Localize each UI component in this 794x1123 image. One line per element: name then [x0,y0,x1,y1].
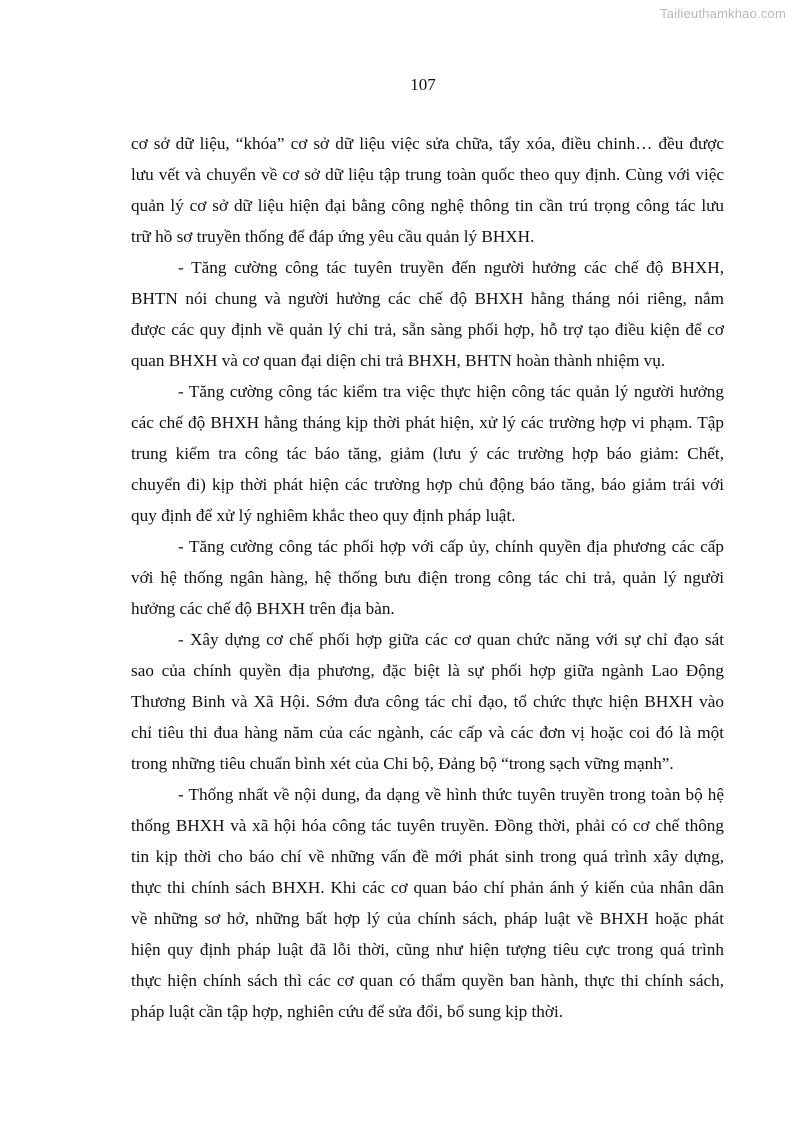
text-line: các chế độ BHXH hằng tháng kịp thời phát hiện, xử lý các trường hợp vi phạm. Tập [131,413,724,432]
text-line: hưởng các chế độ BHXH trên địa bàn. [131,599,395,618]
text-line: tin kịp thời cho báo chí về những vấn đề mới phát sinh trong quá trình xây dựng, [131,847,724,866]
document-body [131,128,724,1027]
text-line: lưu vết và chuyển về cơ sở dữ liệu tập trung toàn quốc theo quy định. Cùng với việc [131,165,724,184]
paragraph [131,531,724,624]
text-line: trung kiểm tra công tác báo tăng, giảm (lưu ý các trường hợp báo giảm: Chết, [131,444,724,463]
text-line: quan BHXH và cơ quan đại diện chi trả BHXH, BHTN hoàn thành nhiệm vụ. [131,351,666,370]
text-line: - Thống nhất về nội dung, đa dạng về hình thức tuyên truyền trong toàn bộ hệ [178,785,724,804]
text-line: được các quy định về quản lý chi trả, sẵn sàng phối hợp, hỗ trợ tạo điều kiện để cơ [131,320,724,339]
paragraph [131,252,724,376]
text-line: quản lý cơ sở dữ liệu hiện đại bằng công nghệ thông tin cần trú trọng công tác lưu [131,196,724,215]
watermark: Tailieuthamkhao.com [660,6,786,21]
text-line: - Tăng cường công tác kiểm tra việc thực hiện công tác quản lý người hưởng [178,382,724,401]
text-line: BHTN nói chung và người hưởng các chế độ BHXH hằng tháng nói riêng, nắm [131,289,724,308]
text-line: chuyển đi) kịp thời phát hiện các trường hợp chủ động báo tăng, báo giảm trái với [131,475,724,494]
text-line: - Tăng cường công tác phối hợp với cấp ủy, chính quyền địa phương các cấp [178,537,724,556]
paragraph [131,624,724,779]
text-line: - Xây dựng cơ chế phối hợp giữa các cơ quan chức năng với sự chỉ đạo sát [178,630,724,649]
text-line: thống BHXH và xã hội hóa công tác tuyên truyền. Đồng thời, phải có cơ chế thông [131,816,724,835]
text-line: sao của chính quyền địa phương, đặc biệt là sự phối hợp giữa ngành Lao Động [131,661,724,680]
paragraph [131,128,724,252]
text-line: cơ sở dữ liệu, “khóa” cơ sở dữ liệu việc sửa chữa, tẩy xóa, điều chinh… đều được [131,134,724,153]
page-number: 107 [410,75,436,94]
text-line: thực thi chính sách BHXH. Khi các cơ quan báo chí phản ánh ý kiến của nhân dân [131,878,724,897]
paragraph [131,779,724,1027]
text-line: chỉ tiêu thi đua hàng năm của các ngành, các cấp và các đơn vị hoặc coi đó là một [131,723,724,742]
text-line: pháp luật cần tập hợp, nghiên cứu để sửa đổi, bổ sung kịp thời. [131,1002,564,1021]
text-line: về những sơ hở, những bất hợp lý của chính sách, pháp luật về BHXH hoặc phát [131,909,724,928]
text-line: Thương Binh và Xã Hội. Sớm đưa công tác chỉ đạo, tổ chức thực hiện BHXH vào [131,692,724,711]
text-line: - Tăng cường công tác tuyên truyền đến người hưởng các chế độ BHXH, [178,258,724,277]
paragraph [131,376,724,531]
text-line: trong những tiêu chuẩn bình xét của Chi bộ, Đảng bộ “trong sạch vững mạnh”. [131,754,674,773]
text-line: với hệ thống ngân hàng, hệ thống bưu điện trong công tác chi trả, quản lý người [131,568,724,587]
text-line: thực hiện chính sách thì các cơ quan có thẩm quyền ban hành, thực thi chính sách, [131,971,724,990]
text-line: hiện quy định pháp luật đã lỗi thời, cũng như hiện tượng tiêu cực trong quá trình [131,940,724,959]
text-line: trữ hồ sơ truyền thống để đáp ứng yêu cầu quản lý BHXH. [131,227,535,246]
text-line: quy định để xử lý nghiêm khắc theo quy định pháp luật. [131,506,516,525]
